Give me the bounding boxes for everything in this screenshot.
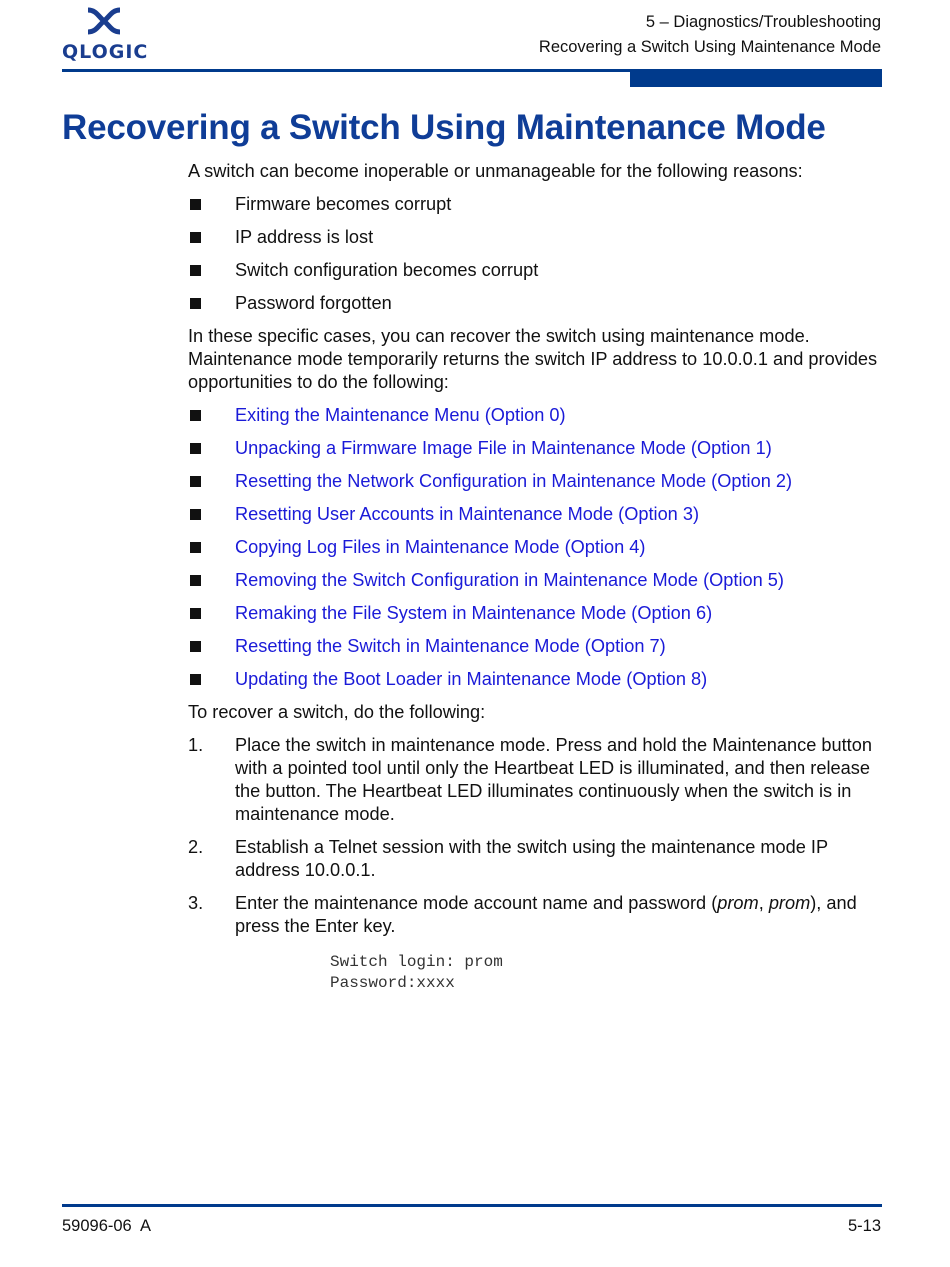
step-2: 2. Establish a Telnet session with the switch using the maintenance mode IP address 10.0.0.1. [188, 837, 828, 880]
header-rule-block [630, 69, 882, 87]
bullet-square-icon [190, 674, 201, 685]
page-title: Recovering a Switch Using Maintenance Mode [62, 108, 826, 147]
list-item [188, 404, 882, 427]
bullet-square-icon [190, 410, 201, 421]
recover-intro-paragraph: To recover a switch, do the following: [188, 702, 486, 722]
step-3: 3. Enter the maintenance mode account name and password (prom, prom), and press the Enter key. Switch login: prom Password:xxxx [188, 892, 882, 994]
list-item [188, 437, 882, 460]
list-item [188, 635, 882, 658]
list-item [188, 470, 882, 493]
bullet-square-icon [190, 509, 201, 520]
maintenance-paragraph: In these specific cases, you can recover the switch using maintenance mode. Maintenance mode temporarily returns the switch IP address to 10.0.0.1 and provides opportunities to do the following: [188, 326, 878, 392]
bullet-square-icon [190, 298, 201, 309]
list-item [188, 503, 882, 526]
section-title: Recovering a Switch Using Maintenance Mode [538, 38, 881, 56]
step-1: 1. Place the switch in maintenance mode. Press and hold the Maintenance button with a pointed tool until only the Heartbeat LED is illuminated, and then release the button. The Heartbeat LED illuminates continuously when the switch is in maintenance mode. [188, 735, 872, 824]
bullet-square-icon [190, 265, 201, 276]
qlogic-logo-icon [82, 6, 126, 36]
option-8-link[interactable]: Updating the Boot Loader in Maintenance Mode (Option 8) [235, 669, 708, 689]
login-code-block: Switch login: prom Password:xxxx [330, 953, 503, 992]
bullet-square-icon [190, 232, 201, 243]
footer-rule [62, 1204, 882, 1207]
qlogic-logo [62, 6, 152, 62]
list-item: Firmware becomes corrupt [188, 193, 882, 216]
logo-text: QLOGIC [62, 41, 149, 63]
option-3-link[interactable]: Resetting User Accounts in Maintenance Mode (Option 3) [235, 504, 700, 524]
option-7-link[interactable]: Resetting the Switch in Maintenance Mode (Option 7) [235, 636, 666, 656]
reasons-list [188, 193, 882, 315]
bullet-square-icon [190, 476, 201, 487]
document-number: 59096-06 A [62, 1217, 151, 1235]
bullet-square-icon [190, 575, 201, 586]
option-1-link[interactable]: Unpacking a Firmware Image File in Maintenance Mode (Option 1) [235, 438, 772, 458]
list-item: Password forgotten [188, 292, 882, 315]
bullet-square-icon [190, 443, 201, 454]
option-4-link[interactable]: Copying Log Files in Maintenance Mode (Option 4) [235, 537, 646, 557]
bullet-square-icon [190, 199, 201, 210]
list-item: IP address is lost [188, 226, 882, 249]
options-list [188, 404, 882, 691]
bullet-square-icon [190, 542, 201, 553]
list-item [188, 602, 882, 625]
list-item [188, 668, 882, 691]
recovery-steps [188, 734, 882, 994]
running-header [539, 10, 881, 60]
bullet-square-icon [190, 608, 201, 619]
option-2-link[interactable]: Resetting the Network Configuration in Maintenance Mode (Option 2) [235, 471, 793, 491]
list-item [188, 569, 882, 592]
option-5-link[interactable]: Removing the Switch Configuration in Maintenance Mode (Option 5) [235, 570, 784, 590]
chapter-title: 5 – Diagnostics/Troubleshooting [645, 13, 881, 31]
option-0-link[interactable]: Exiting the Maintenance Menu (Option 0) [235, 405, 566, 425]
page-number: 5-13 [847, 1217, 881, 1235]
bullet-square-icon [190, 641, 201, 652]
list-item [188, 536, 882, 559]
list-item: Switch configuration becomes corrupt [188, 259, 882, 282]
body-content [188, 160, 882, 1004]
option-6-link[interactable]: Remaking the File System in Maintenance Mode (Option 6) [235, 603, 713, 623]
intro-paragraph: A switch can become inoperable or unmanageable for the following reasons: [188, 161, 803, 181]
